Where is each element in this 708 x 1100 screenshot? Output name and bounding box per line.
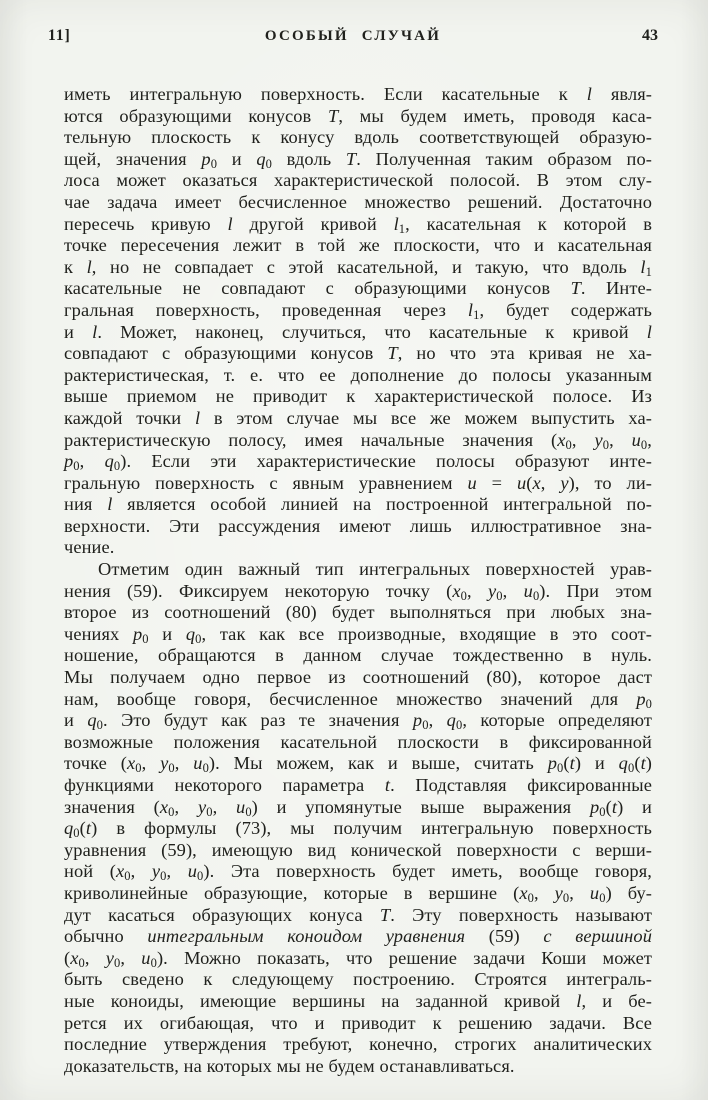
math-variable: x — [115, 861, 125, 882]
subscript: 0 — [455, 717, 463, 732]
text-line: выше приемом не приводит к характеристической полосе. Из — [64, 386, 652, 407]
math-variable: u — [141, 947, 151, 968]
subscript: 0 — [599, 890, 606, 905]
math-variable: u — [523, 580, 533, 601]
subscript: 0 — [460, 588, 468, 603]
math-variable: u — [589, 882, 600, 903]
text-line: точке пересечения лежит в той же плоскости, что и касательная — [64, 235, 652, 256]
math-variable: t — [384, 775, 391, 795]
text-line: уравнения (59), имеющую вид конической поверхности с верши- — [64, 839, 652, 860]
math-variable: x — [519, 882, 528, 903]
text-line: рактеристическая, т. е. что ее дополнение до полосы указанным — [64, 364, 652, 385]
page-number: 43 — [642, 27, 658, 44]
chapter-title: ОСОБЫЙ СЛУЧАЙ — [264, 28, 442, 44]
text-line: нам, вообще говоря, бесчисленное множество значений для $p_0$ — [64, 688, 652, 711]
math-variable: y — [105, 947, 115, 968]
math-variable: p — [547, 753, 558, 774]
subscript: 0 — [557, 761, 564, 776]
math-variable: l — [640, 256, 646, 277]
text-line: рактеристическую полосу, имея начальные значения ($x_0$, $y_0$, $u_0$, — [64, 429, 652, 452]
subscript: 0 — [135, 761, 142, 776]
text-line: и $q_0$. Это будут как раз те значения $p_0$, $q_0$, которые определяют — [64, 710, 653, 732]
subscript: 0 — [114, 955, 121, 970]
subscript: 0 — [265, 156, 272, 171]
text-line: гральную поверхность с явным уравнением u = u(x, y), то ли- — [64, 472, 652, 493]
math-variable: q — [446, 710, 456, 731]
text-line: дут касаться образующих конуса T. Эту поверхность называют — [64, 904, 652, 925]
text-line: совпадают с образующими конусов T, но что эта кривая не ха- — [64, 343, 652, 364]
math-variable: x — [452, 580, 461, 601]
subscript: 0 — [245, 804, 252, 819]
math-variable: l — [576, 990, 582, 1011]
subscript: 0 — [640, 437, 648, 452]
math-variable: l — [107, 494, 113, 515]
subscript: 1 — [473, 307, 480, 322]
text-line: функциями некоторого параметра t. Подставляя фиксированные — [64, 775, 652, 795]
text-line: ные коноиды, имеющие вершины на заданной кривой l, и бе- — [64, 990, 652, 1011]
text-line: и l. Может, наконец, случиться, что касательные к кривой l — [64, 321, 653, 342]
text-line: щей, значения $p_0$ и $q_0$ вдоль T. Полученная таким образом по- — [64, 148, 652, 171]
math-variable: T — [345, 148, 357, 169]
subscript: 0 — [197, 869, 204, 884]
math-variable: t — [640, 753, 646, 774]
math-variable: q — [64, 818, 74, 839]
math-variable: p — [636, 688, 646, 709]
text-line: обычно интегральным коноидом уравнения (59) с вершиной — [64, 926, 652, 947]
subscript: 1 — [398, 221, 406, 236]
text-line: чае задача имеет бесчисленное множество решений. Достаточно — [64, 191, 652, 212]
math-variable: x — [70, 947, 79, 968]
math-variable: t — [611, 796, 618, 817]
math-variable: l — [467, 299, 474, 320]
math-variable: p — [201, 148, 211, 169]
text-line: лоса может оказаться характеристической полосой. В этом слу- — [64, 170, 652, 191]
math-variable: l — [194, 407, 201, 428]
subscript: 0 — [422, 717, 429, 732]
math-variable: p — [64, 451, 74, 472]
math-variable: q — [87, 710, 97, 731]
math-variable: q — [618, 753, 628, 774]
text-line: ($x_0$, $y_0$, $u_0$). Можно показать, что решение задачи Коши может — [64, 947, 652, 970]
subscript: 0 — [150, 955, 157, 970]
subscript: 0 — [210, 156, 218, 171]
subscript: 0 — [78, 955, 85, 970]
text-line: чениях $p_0$ и $q_0$, так как все производные, входящие в это соот- — [64, 623, 652, 646]
subscript: 0 — [124, 869, 131, 884]
text-line: $q_0(t)$ в формулы (73), мы получим интегральную поверхность — [64, 818, 652, 840]
subscript: 0 — [496, 588, 503, 603]
subscript: 0 — [206, 804, 213, 819]
math-variable: x — [557, 429, 566, 450]
text-line: касательные не совпадают с образующими конусов T. Инте- — [64, 278, 653, 299]
text-line: последние утверждения требуют, конечно, строгих аналитических — [64, 1034, 652, 1055]
subscript: 1 — [645, 264, 652, 279]
math-variable: y — [594, 429, 603, 450]
math-variable: y — [554, 882, 563, 903]
subscript: 0 — [599, 804, 606, 819]
text-line: тельную плоскость к конусу вдоль соответствующей образую- — [64, 127, 652, 148]
text-line: второе из соотношений (80) будет выполняться при любых зна- — [64, 602, 652, 623]
subscript: 0 — [527, 890, 534, 905]
math-variable: l — [586, 84, 592, 104]
subscript: 0 — [73, 825, 80, 840]
subscript: 0 — [168, 804, 175, 819]
math-variable: T — [570, 278, 581, 299]
math-variable: p — [132, 623, 143, 644]
subscript: 0 — [160, 869, 167, 884]
math-variable: t — [569, 753, 575, 774]
text-line: пересечь кривую l другой кривой $l_1$, касательная к которой в — [64, 213, 652, 236]
math-variable: T — [379, 904, 391, 925]
math-variable: u — [187, 861, 197, 882]
subscript: 0 — [645, 696, 652, 711]
text-line: ной ($x_0$, $y_0$, $u_0$). Эта поверхность будет иметь, вообще говоря, — [64, 861, 652, 884]
text-line: нения (59). Фиксируем некоторую точку ($x_0$, $y_0$, $u_0$). При этом — [64, 580, 652, 603]
text-line: $p_0$, $q_0$). Если эти характеристические полосы образуют инте- — [64, 451, 652, 473]
text-line: ния l является особой линией на построенной интегральной по- — [64, 494, 653, 515]
math-variable: с вершиной — [543, 926, 652, 947]
section-marker: 11] — [48, 27, 71, 44]
subscript: 0 — [202, 761, 209, 776]
text-line: каждой точки l в этом случае мы все же можем выпустить ха- — [64, 407, 652, 428]
paragraph — [64, 84, 652, 559]
math-variable: x — [126, 753, 136, 774]
text-line: гральная поверхность, проведенная через $l_1$, будет содержать — [64, 299, 652, 322]
text-line: доказательств, на которых мы не будем останавливаться. — [64, 1055, 515, 1076]
math-variable: p — [412, 710, 423, 731]
math-variable: x — [532, 472, 541, 493]
text-line: верхности. Эти рассуждения имеют лишь иллюстративное зна- — [64, 515, 652, 536]
subscript: 0 — [562, 890, 570, 905]
text-line: иметь интегральную поверхность. Если касательные к l явля- — [64, 84, 653, 104]
math-variable: y — [488, 580, 497, 601]
subscript: 0 — [532, 588, 540, 603]
math-variable: l — [393, 213, 399, 234]
math-variable: p — [589, 796, 600, 817]
running-head — [48, 27, 658, 47]
math-variable: интегральным коноидом уравнения — [147, 926, 466, 947]
text-line: быть сведено к следующему построению. Строятся интеграль- — [64, 969, 652, 990]
math-variable: y — [151, 861, 161, 882]
math-variable: l — [92, 321, 98, 342]
subscript: 0 — [565, 437, 572, 452]
math-variable: u — [631, 429, 641, 450]
subscript: 0 — [168, 761, 175, 776]
subscript: 0 — [96, 717, 103, 732]
math-variable: u — [236, 796, 246, 817]
math-variable: l — [86, 256, 92, 277]
math-variable: u — [517, 472, 527, 493]
math-variable: y — [197, 796, 207, 817]
text-line: рется их огибающая, что и приводит к решению задачи. Все — [64, 1012, 652, 1033]
subscript: 0 — [602, 437, 610, 452]
math-variable: u — [467, 472, 477, 493]
subscript: 0 — [627, 761, 635, 776]
text-line: точке ($x_0$, $y_0$, $u_0$). Мы можем, как и выше, считать $p_0(t)$ и $q_0(t)$ — [64, 753, 653, 776]
text-line: возможные положения касательной плоскости в фиксированной — [64, 731, 652, 752]
subscript: 0 — [73, 458, 80, 473]
page-body — [64, 84, 652, 1077]
math-variable: y — [560, 472, 569, 493]
paragraph — [64, 559, 652, 1077]
math-variable: q — [185, 623, 196, 644]
text-line: криволинейные образующие, которые в вершине ($x_0$, $y_0$, $u_0$) бу- — [64, 882, 653, 905]
text-line: ношение, обращаются в данном случае тождественно в нуль. — [64, 645, 652, 666]
math-variable: T — [327, 105, 339, 126]
text-line: Мы получаем одно первое из соотношений (80), которое даст — [64, 667, 652, 688]
subscript: 0 — [195, 631, 202, 646]
math-variable: x — [159, 796, 169, 817]
math-variable: u — [193, 753, 203, 774]
math-variable: l — [646, 321, 653, 342]
text-line: чение. — [64, 537, 115, 558]
math-variable: T — [387, 343, 398, 364]
math-variable: q — [104, 451, 114, 472]
subscript: 0 — [142, 631, 149, 646]
text-line: значения ($x_0$, $y_0$, $u_0$) и упомянутые выше выражения $p_0(t)$ и — [64, 796, 652, 819]
math-variable: y — [160, 753, 169, 774]
text-line: Отметим один важный тип интегральных поверхностей урав- — [98, 559, 652, 580]
math-variable: q — [256, 148, 266, 169]
text-line: ются образующими конусов T, мы будем иметь, проводя каса- — [64, 105, 652, 126]
math-variable: l — [227, 213, 233, 234]
math-variable: t — [85, 818, 92, 839]
text-line: к l, но не совпадает с этой касательной, и такую, что вдоль $l_1$ — [64, 256, 652, 279]
subscript: 0 — [113, 458, 121, 473]
